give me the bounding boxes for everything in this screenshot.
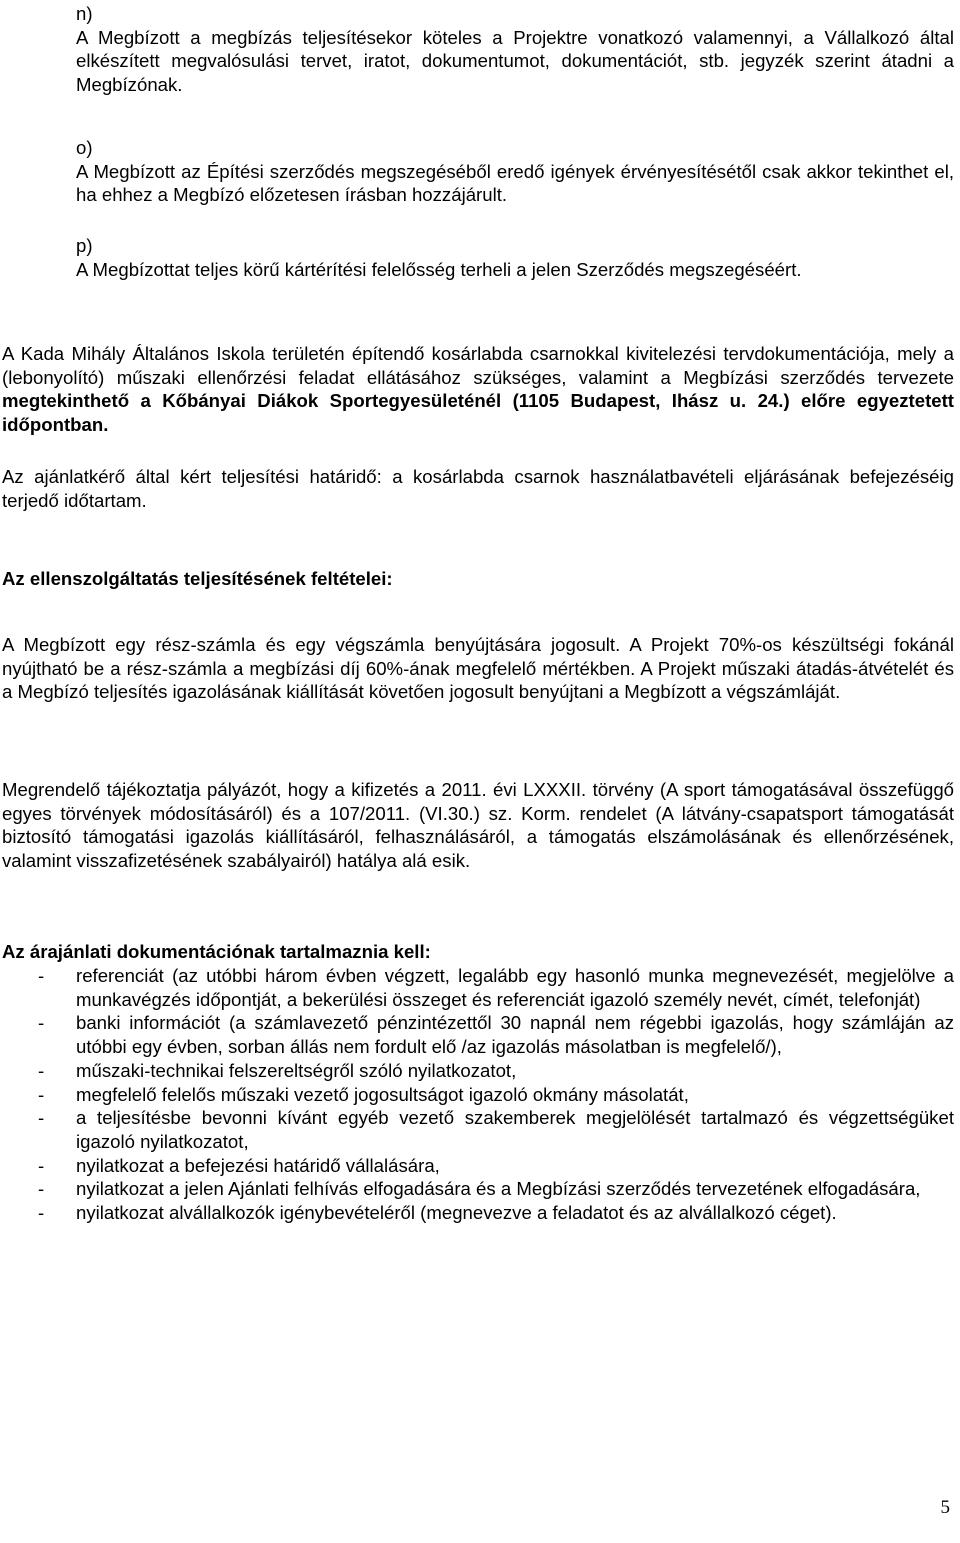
clause-o xyxy=(76,136,954,207)
paragraph-deadline: Az ajánlatkérő által kért teljesítési határidő: a kosárlabda csarnok használatbavételi eljárásának befejezéséig terjedő időtartam. xyxy=(2,466,954,511)
page-number: 5 xyxy=(940,1497,950,1518)
list-dash: - xyxy=(38,1059,45,1081)
clause-n xyxy=(76,2,954,97)
list-item-text: a teljesítésbe bevonni kívánt egyéb vezető szakemberek megjelölését tartalmazó és végzettségüket igazoló nyilatkozatot, xyxy=(76,1107,954,1152)
list-dash: - xyxy=(38,1012,45,1034)
list-dash: - xyxy=(38,965,45,986)
requirements-list xyxy=(2,964,954,1225)
list-item-text: műszaki-technikai felszereltségről szóló nyilatkozatot, xyxy=(76,1059,517,1081)
section-heading: Az árajánlati dokumentációnak tartalmaznia kell: xyxy=(2,941,431,962)
paragraph-funding: Megrendelő tájékoztatja pályázót, hogy a kifizetés a 2011. évi LXXXII. törvény (A sport támogatásával összefüggő egyes törvények módosításáról) és a 107/2011. (VI.30.) sz. Korm. rendelet (A látvány-csapatsport támogatását biztosító támogatási igazolás kiállításáról, felhasználásáról, a támogatás elszámolásának és ellenőrzésének, valamint visszafizetésének szabályairól) hatálya alá esik. xyxy=(2,779,954,872)
list-item xyxy=(2,1059,954,1083)
list-item-text: referenciát (az utóbbi három évben végzett, legalább egy hasonló munka megnevezését, megjelölve a munkavégzés időpontját, a bekerülési összeget és referenciát igazoló személy nevét, címét, telefonját) xyxy=(76,965,954,1010)
paragraph-text: A Kada Mihály Általános Iskola területén építendő kosárlabda csarnokkal kivitelezési tervdokumentációja, mely a (lebonyolító) műszaki ellenőrzési feladat ellátásához szükséges, valamint a Megbízási szerződés tervezete xyxy=(2,343,954,388)
list-item xyxy=(2,1083,954,1107)
section-heading: Az ellenszolgáltatás teljesítésének feltételei: xyxy=(2,568,393,589)
list-dash: - xyxy=(38,1154,45,1176)
list-item xyxy=(2,1201,954,1225)
list-item-text: megfelelő felelős műszaki vezető jogosultságot igazoló okmány másolatát, xyxy=(76,1083,689,1105)
clause-label: n) xyxy=(76,3,93,24)
list-item-text: nyilatkozat a jelen Ajánlati felhívás elfogadására és a Megbízási szerződés tervezetének elfogadására, xyxy=(76,1178,921,1200)
list-item-text: nyilatkozat alvállalkozók igénybevételéről (megnevezve a feladatot és az alvállalkozó céget). xyxy=(76,1202,837,1224)
clause-text: A Megbízott az Építési szerződés megszegéséből eredő igények érvényesítésétől csak akkor tekinthet el, ha ehhez a Megbízó előzetesen írásban hozzájárult. xyxy=(76,160,954,206)
paragraph-kada xyxy=(2,342,954,437)
clause-text: A Megbízottat teljes körű kártérítési felelősség terheli a jelen Szerződés megszegéséért. xyxy=(76,258,802,280)
list-item xyxy=(2,1011,954,1058)
clause-p xyxy=(76,234,954,281)
list-item-text: nyilatkozat a befejezési határidő vállalására, xyxy=(76,1154,440,1176)
list-item xyxy=(2,964,954,1011)
list-dash: - xyxy=(38,1178,45,1200)
list-item-text: banki információt (a számlavezető pénzintézettől 30 napnál nem régebbi igazolás, hogy számláján az utóbbi egy évben, sorban állás nem fordult elő /az igazolás másolatban is megfelelő/), xyxy=(76,1012,954,1058)
clause-label: p) xyxy=(76,235,93,256)
list-item xyxy=(2,1177,954,1201)
list-dash: - xyxy=(38,1107,45,1129)
list-item xyxy=(2,1106,954,1153)
clause-text: A Megbízott a megbízás teljesítésekor köteles a Projektre vonatkozó valamennyi, a Vállalkozó által elkészített megvalósulási tervet, iratot, dokumentumot, dokumentációt, stb. jegyzék szerint átadni a Megbízónak. xyxy=(76,26,954,96)
clause-label: o) xyxy=(76,137,93,158)
paragraph-invoice: A Megbízott egy rész-számla és egy végszámla benyújtására jogosult. A Projekt 70%-os készültségi fokánál nyújtható be a rész-számla a megbízási díj 60%-ának megfelelő mértékben. A Projekt műszaki átadás-átvételét és a Megbízó teljesítés igazolásának kiállítását követően jogosult benyújtani a Megbízott a végszámláját. xyxy=(2,634,954,703)
list-dash: - xyxy=(38,1083,45,1105)
list-item xyxy=(2,1154,954,1178)
list-dash: - xyxy=(38,1202,45,1224)
paragraph-bold-text: megtekinthető a Kőbányai Diákok Sportegyesületénél (1105 Budapest, Ihász u. 24.) előre egyeztetett időpontban. xyxy=(2,390,954,436)
